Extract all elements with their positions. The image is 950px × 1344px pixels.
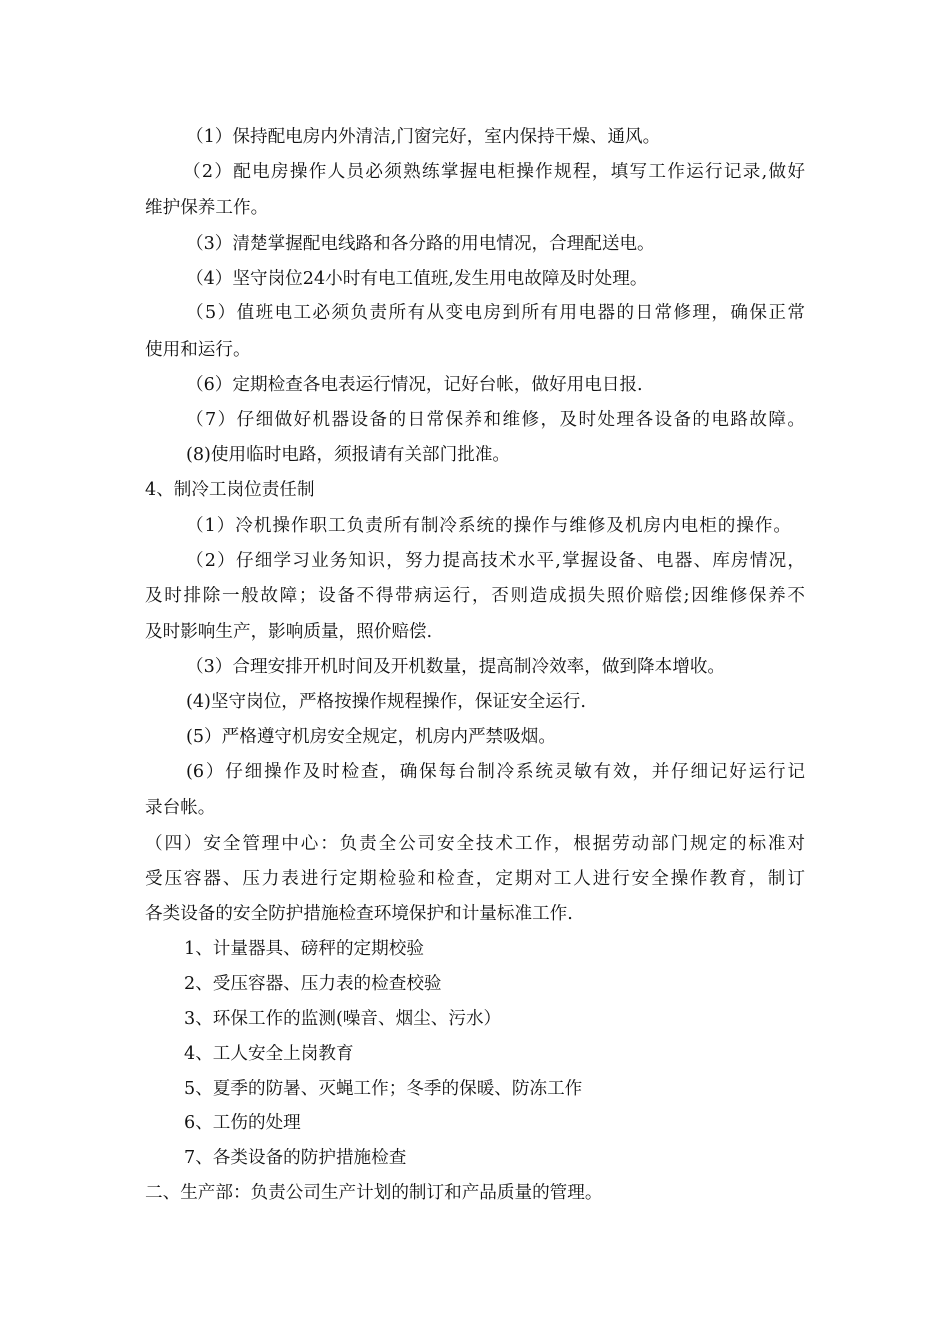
text-line: 录台帐。 (145, 798, 216, 818)
text-line: (6）仔细操作及时检查，确保每台制冷系统灵敏有效，并仔细记好运行记 (186, 762, 805, 782)
list-item: 5、夏季的防暑、灭蝇工作；冬季的保暖、防冻工作 (184, 1079, 583, 1099)
text-line: （1）保持配电房内外清洁,门窗完好，室内保持干燥、通风。 (186, 127, 661, 147)
text-line: （4）坚守岗位24小时有电工值班,发生用电故障及时处理。 (186, 269, 648, 289)
list-item: 4、工人安全上岗教育 (184, 1044, 354, 1064)
text-line: （3）清楚掌握配电线路和各分路的用电情况，合理配送电。 (186, 234, 655, 254)
section-heading: 二、生产部：负责公司生产计划的制订和产品质量的管理。 (145, 1183, 603, 1203)
text-line: 及时影响生产，影响质量，照价赔偿. (145, 622, 433, 642)
text-line: （2）仔细学习业务知识，努力提高技术水平,掌握设备、电器、库房情况， (186, 551, 805, 571)
text-line: 各类设备的安全防护措施检查环境保护和计量标准工作. (145, 904, 573, 924)
text-line: （1）冷机操作职工负责所有制冷系统的操作与维修及机房内电柜的操作。 (186, 516, 791, 536)
text-line: 及时排除一般故障；设备不得带病运行，否则造成损失照价赔偿;因维修保养不 (145, 586, 805, 606)
text-line: （5）值班电工必须负责所有从变电房到所有用电器的日常修理，确保正常 (186, 303, 805, 323)
text-line: （2）配电房操作人员必须熟练掌握电柜操作规程，填写工作运行记录,做好 (183, 162, 805, 182)
list-item: 3、环保工作的监测(噪音、烟尘、污水） (184, 1009, 502, 1029)
section-heading: 4、制冷工岗位责任制 (145, 480, 315, 500)
text-line: 维护保养工作。 (145, 198, 269, 218)
section-heading: （四）安全管理中心：负责全公司安全技术工作，根据劳动部门规定的标准对 (145, 834, 805, 854)
list-item: 6、工伤的处理 (184, 1113, 301, 1133)
text-line: 受压容器、压力表进行定期检验和检查，定期对工人进行安全操作教育，制订 (145, 869, 805, 889)
text-line: （6）定期检查各电表运行情况，记好台帐，做好用电日报. (186, 375, 643, 395)
text-line: (8)使用临时电路，须报请有关部门批准。 (186, 445, 511, 465)
list-item: 2、受压容器、压力表的检查校验 (184, 974, 442, 994)
text-line: （7）仔细做好机器设备的日常保养和维修，及时处理各设备的电路故障。 (186, 410, 805, 430)
text-line: 使用和运行。 (145, 340, 251, 360)
text-line: (5）严格遵守机房安全规定，机房内严禁吸烟。 (186, 727, 556, 747)
list-item: 7、各类设备的防护措施检查 (184, 1148, 407, 1168)
text-line: (4)坚守岗位，严格按操作规程操作，保证安全运行. (186, 692, 586, 712)
text-line: （3）合理安排开机时间及开机数量，提高制冷效率，做到降本增收。 (186, 657, 726, 677)
list-item: 1、计量器具、磅秤的定期校验 (184, 939, 424, 959)
